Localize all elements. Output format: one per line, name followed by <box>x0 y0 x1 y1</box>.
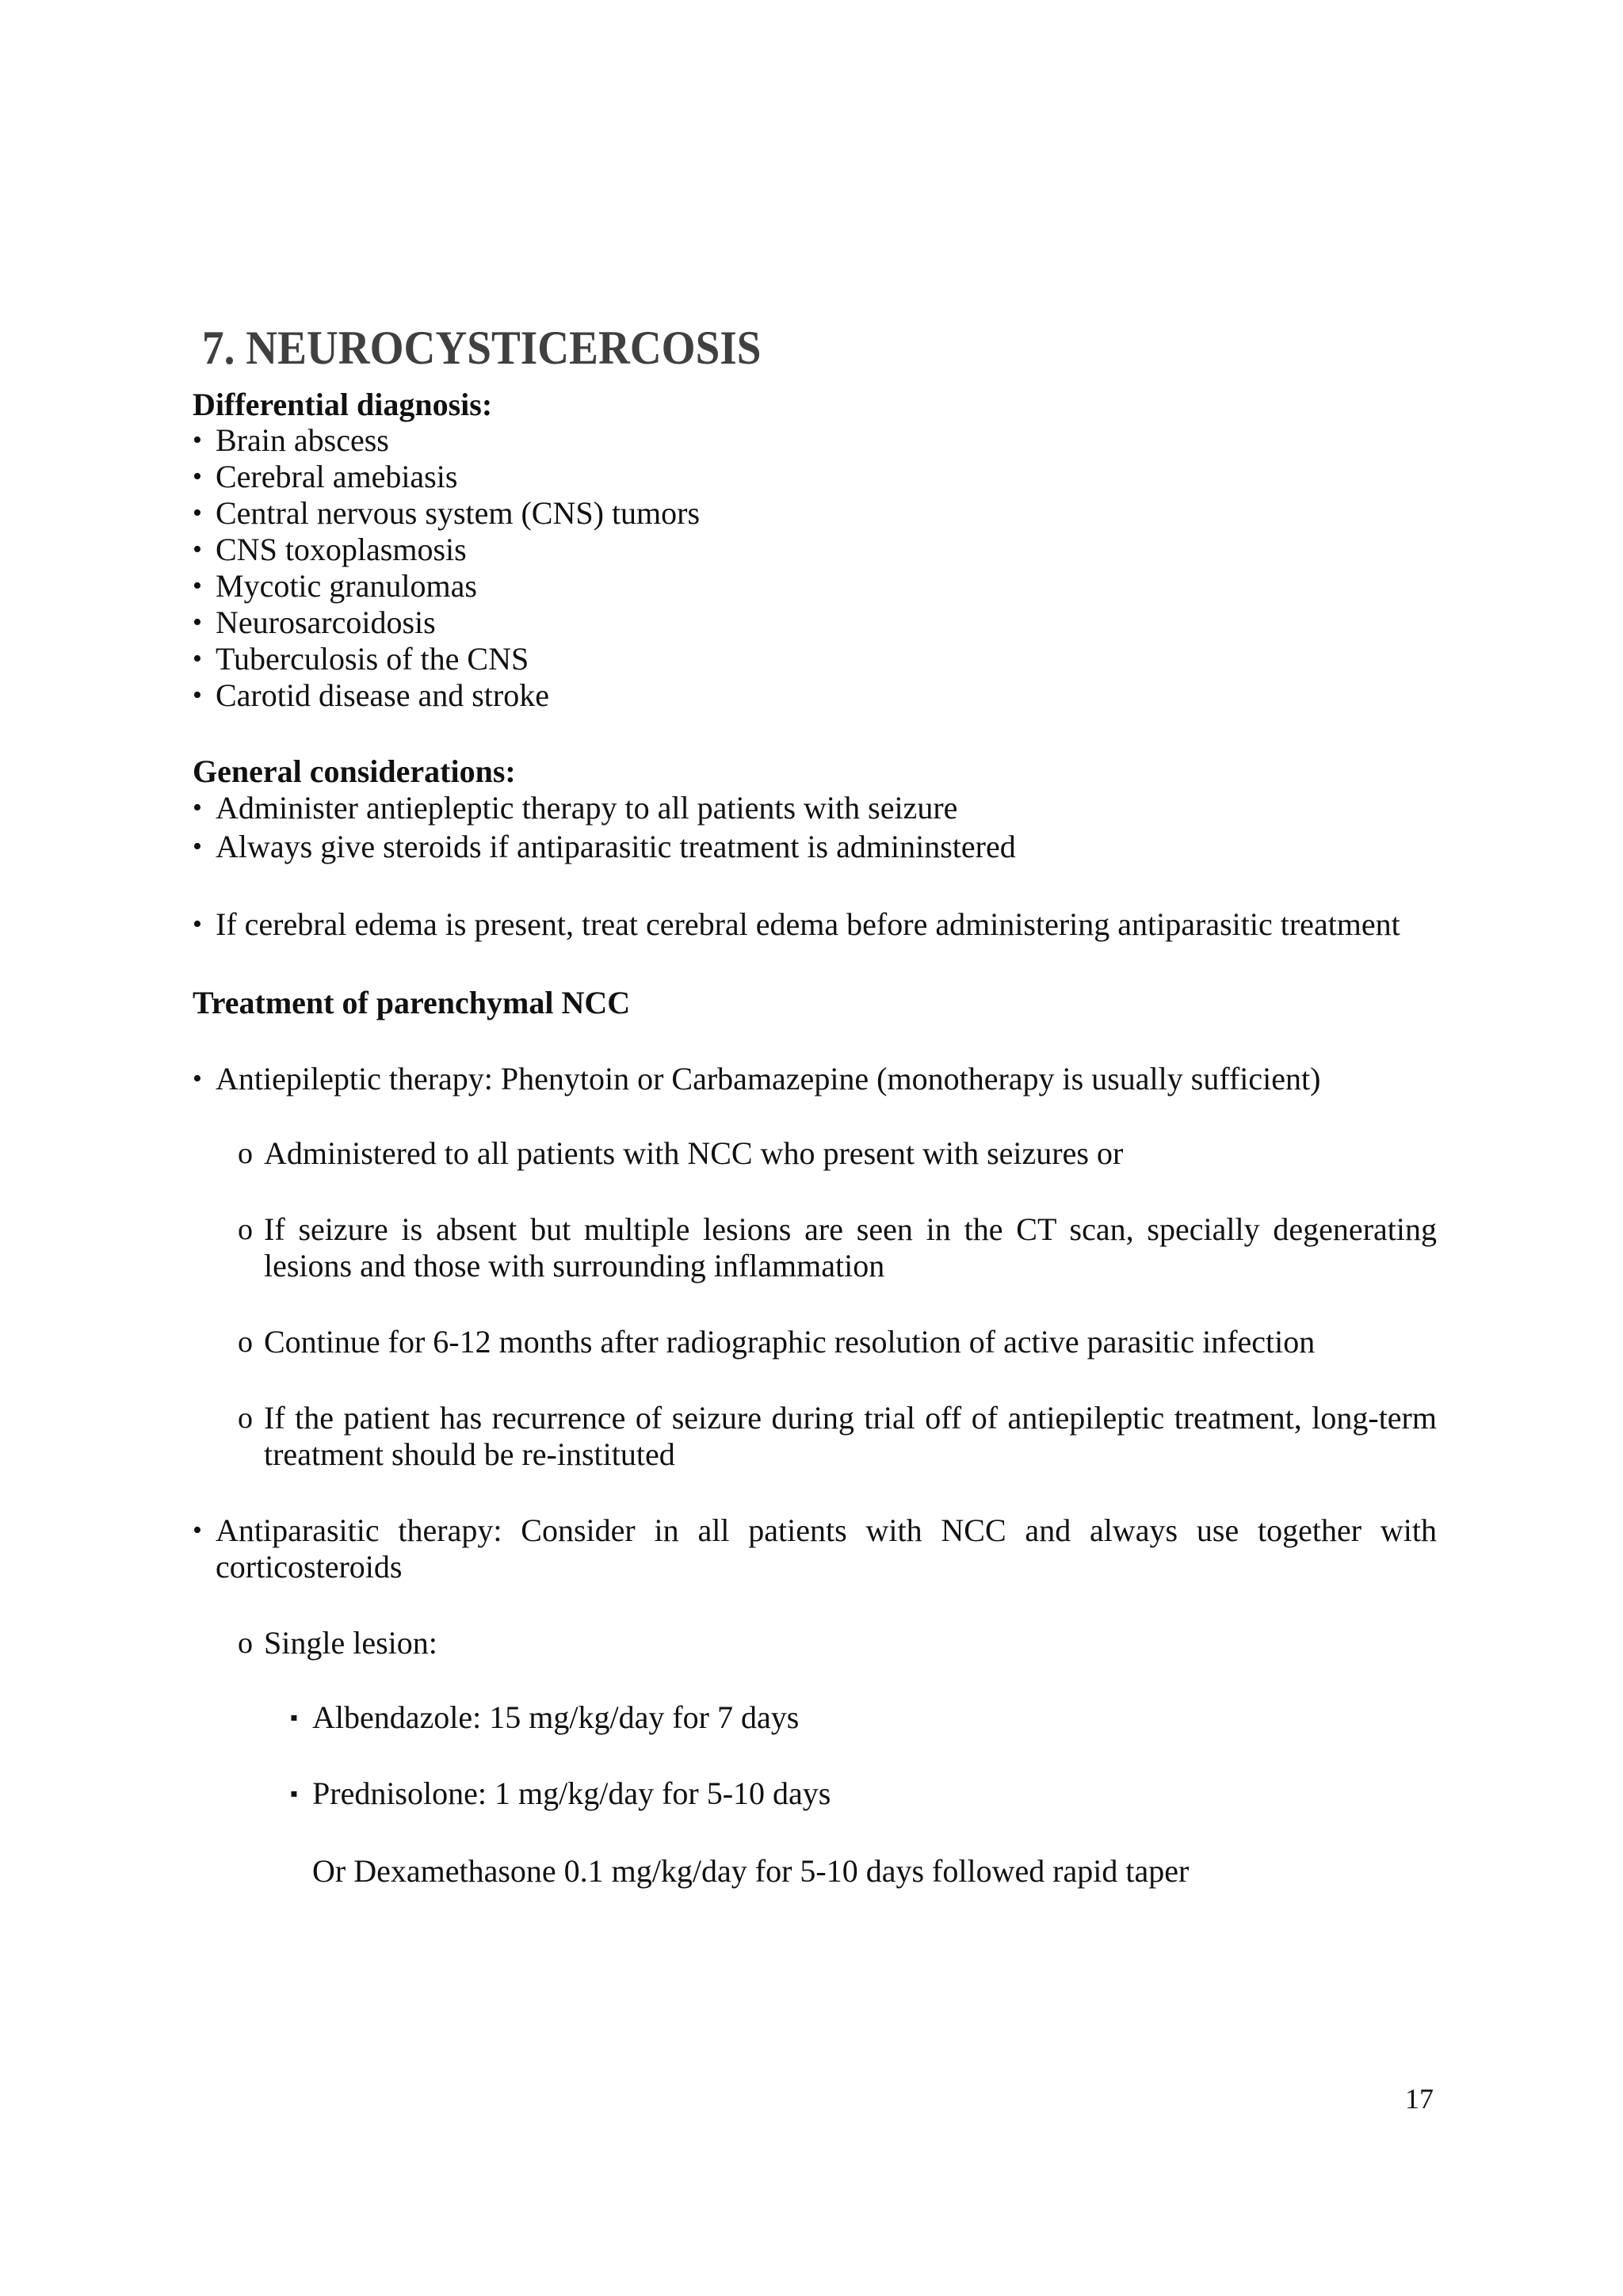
sub-item-text: If seizure is absent but multiple lesions are seen in the CT scan, specially degenerating <box>264 1211 1437 1247</box>
bullet-icon: • <box>193 462 202 491</box>
bullet-icon: • <box>193 1516 202 1545</box>
list-item-text: Administer antiepleptic therapy to all patients with seizure <box>216 790 958 826</box>
sub-item-text: Continue for 6-12 months after radiographic resolution of active parasitic infection <box>264 1324 1316 1360</box>
page-number: 17 <box>1405 2083 1434 2115</box>
bullet-icon: • <box>193 425 202 455</box>
circle-bullet-icon: o <box>238 1325 253 1359</box>
page-title: 7. NEUROCYSTICERCOSIS <box>202 322 762 374</box>
circle-bullet-icon: o <box>238 1213 253 1246</box>
list-item-text: Neurosarcoidosis <box>216 605 436 640</box>
bullet-icon: • <box>193 571 202 601</box>
square-bullet-icon: ▪ <box>290 1782 298 1806</box>
circle-bullet-icon: o <box>238 1402 253 1435</box>
antiepileptic-text: Antiepileptic therapy: Phenytoin or Carbamazepine (monotherapy is usually sufficient) <box>216 1061 1321 1097</box>
bullet-icon: • <box>193 608 202 637</box>
sub-item-text: Administered to all patients with NCC who present with seizures or <box>264 1135 1124 1171</box>
bullet-icon: • <box>193 498 202 528</box>
list-item-text: Tuberculosis of the CNS <box>216 641 529 677</box>
square-bullet-icon: ▪ <box>290 1706 298 1730</box>
list-item-text: Cerebral amebiasis <box>216 459 458 494</box>
bullet-icon: • <box>193 1064 202 1093</box>
sub-item-text-cont: treatment should be re-instituted <box>264 1436 675 1472</box>
bullet-icon: • <box>193 793 202 822</box>
single-lesion-label: Single lesion: <box>264 1625 437 1661</box>
bullet-icon: • <box>193 832 202 861</box>
antiparasitic-text-cont: corticosteroids <box>216 1549 403 1585</box>
general-heading: General considerations: <box>193 753 516 789</box>
list-item-text: Always give steroids if antiparasitic treatment is admininstered <box>216 829 1016 864</box>
circle-bullet-icon: o <box>238 1627 253 1660</box>
differential-heading: Differential diagnosis: <box>193 387 493 422</box>
drug-text: Albendazole: 15 mg/kg/day for 7 days <box>312 1699 800 1735</box>
list-item-text: Carotid disease and stroke <box>216 677 549 713</box>
sub-item-text-cont: lesions and those with surrounding inflammation <box>264 1248 885 1283</box>
list-item-text: Mycotic granulomas <box>216 568 477 604</box>
list-item-text: Central nervous system (CNS) tumors <box>216 495 701 531</box>
bullet-icon: • <box>193 535 202 564</box>
list-item-text: Brain abscess <box>216 422 389 458</box>
sub-item-text: If the patient has recurrence of seizure during trial off of antiepileptic treatment, long-term <box>264 1400 1437 1436</box>
circle-bullet-icon: o <box>238 1137 253 1170</box>
bullet-icon: • <box>193 681 202 710</box>
bullet-icon: • <box>193 910 202 939</box>
list-item-text: CNS toxoplasmosis <box>216 532 467 567</box>
alternative-drug-text: Or Dexamethasone 0.1 mg/kg/day for 5-10 days followed rapid taper <box>312 1853 1190 1889</box>
list-item-text: If cerebral edema is present, treat cerebral edema before administering antiparasitic treatment <box>216 906 1400 942</box>
treatment-heading: Treatment of parenchymal NCC <box>193 985 631 1020</box>
antiparasitic-text: Antiparasitic therapy: Consider in all patients with NCC and always use together with <box>216 1512 1437 1548</box>
drug-text: Prednisolone: 1 mg/kg/day for 5-10 days <box>312 1775 831 1811</box>
bullet-icon: • <box>193 644 202 673</box>
